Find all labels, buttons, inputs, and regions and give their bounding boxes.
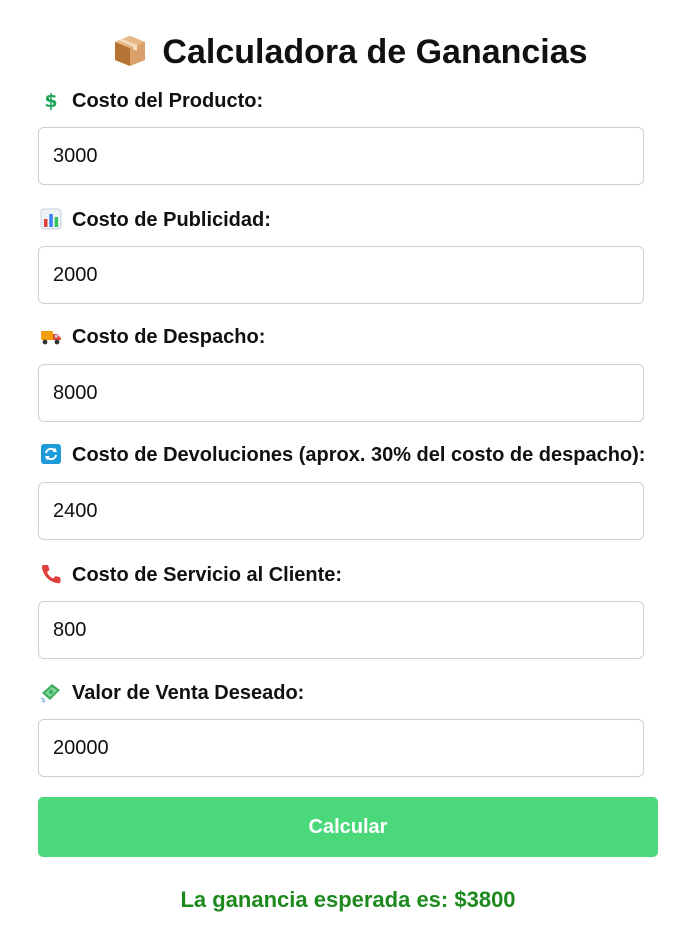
shipping-cost-label-text: Costo de Despacho:: [72, 326, 266, 348]
shipping-cost-label: [40, 324, 265, 350]
customer-service-cost-input[interactable]: [38, 601, 644, 659]
returns-cost-label-text: Costo de Devoluciones (aprox. 30% del costo de despacho):: [72, 444, 646, 466]
desired-sale-value-label: [40, 680, 304, 706]
page-title: [0, 28, 686, 82]
product-cost-label: [40, 88, 263, 114]
advertising-cost-input[interactable]: [38, 246, 644, 304]
package-icon: [112, 33, 148, 82]
advertising-cost-label-text: Costo de Publicidad:: [72, 209, 271, 231]
calculate-button[interactable]: Calcular: [38, 797, 658, 857]
returns-cost-label: [40, 442, 645, 468]
desired-sale-value-label-text: Valor de Venta Deseado:: [72, 682, 305, 704]
customer-service-cost-label: [40, 562, 342, 588]
phone-icon: [40, 563, 62, 585]
product-cost-input[interactable]: [38, 127, 644, 185]
money-flying-icon: [40, 681, 62, 703]
dollar-icon: [40, 89, 62, 111]
returns-cost-input[interactable]: [38, 482, 644, 540]
bar-chart-icon: [40, 208, 62, 230]
shipping-cost-input[interactable]: [38, 364, 644, 422]
customer-service-cost-label-text: Costo de Servicio al Cliente:: [72, 564, 343, 586]
advertising-cost-label: [40, 207, 271, 233]
svg-text:$: $: [44, 90, 58, 111]
title-text: Calculadora de Ganancias: [162, 33, 588, 71]
delivery-truck-icon: [40, 325, 62, 347]
refresh-icon: [40, 443, 62, 465]
desired-sale-value-input[interactable]: [38, 719, 644, 777]
expected-profit-result: La ganancia esperada es: $3800: [180, 887, 516, 912]
product-cost-label-text: Costo del Producto:: [72, 90, 264, 112]
